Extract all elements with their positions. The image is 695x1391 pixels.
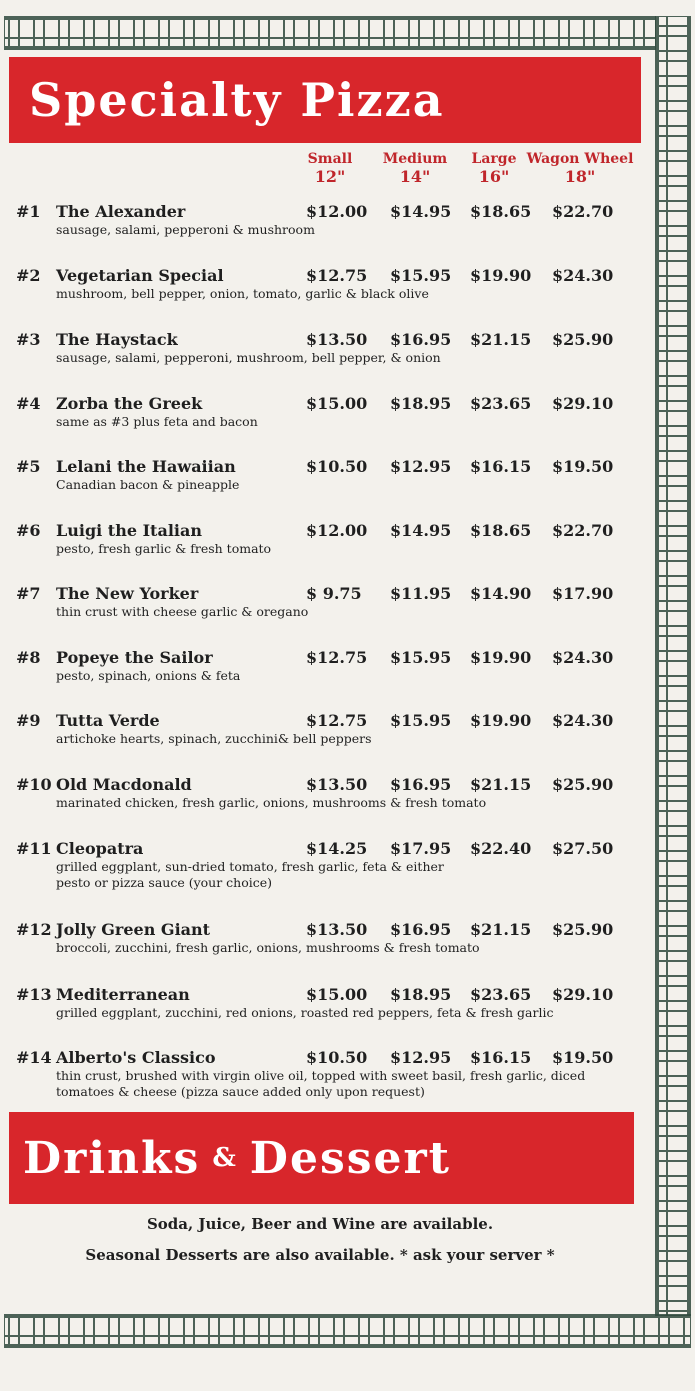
price-small: $14.25: [306, 839, 368, 858]
item-description: pesto, fresh garlic & fresh tomato: [56, 541, 272, 556]
price-wagon-wheel: $19.50: [552, 457, 614, 476]
item-number: #8: [16, 648, 41, 667]
item-name: The Alexander: [56, 202, 186, 221]
price-wagon-wheel: $25.90: [552, 775, 614, 794]
price-small: $12.00: [306, 202, 368, 221]
price-medium: $15.95: [390, 648, 452, 667]
item-number: #10: [16, 775, 52, 794]
size-header-large: [466, 150, 522, 186]
greek-key-border-right: [655, 16, 691, 1316]
price-wagon-wheel: $29.10: [552, 985, 614, 1004]
item-name: The New Yorker: [56, 584, 199, 603]
price-small: $12.75: [306, 711, 368, 730]
price-wagon-wheel: $17.90: [552, 584, 614, 603]
item-description: sausage, salami, pepperoni & mushroom: [56, 222, 315, 237]
price-large: $19.90: [470, 648, 532, 667]
dessert-title: Dessert: [249, 1132, 451, 1184]
price-medium: $16.95: [390, 330, 452, 349]
price-large: $19.90: [470, 711, 532, 730]
size-inch: 18": [564, 167, 596, 186]
item-name: Lelani the Hawaiian: [56, 457, 236, 476]
item-name: Luigi the Italian: [56, 521, 202, 540]
item-name: Popeye the Sailor: [56, 648, 213, 667]
item-description: sausage, salami, pepperoni, mushroom, bell pepper, & onion: [56, 350, 441, 365]
drinks-dessert-banner: [9, 1112, 634, 1204]
price-medium: $14.95: [390, 202, 452, 221]
price-small: $13.50: [306, 330, 368, 349]
item-number: #9: [16, 711, 41, 730]
item-number: #11: [16, 839, 52, 858]
size-inch: 12": [314, 167, 346, 186]
item-description: thin crust, brushed with virgin olive oil, topped with sweet basil, fresh garlic, diced tomatoes & cheese (pizza sauce added only upon request): [56, 1068, 586, 1099]
price-large: $16.15: [470, 457, 532, 476]
price-small: $13.50: [306, 775, 368, 794]
size-header-wagon-wheel: [525, 150, 635, 186]
price-wagon-wheel: $22.70: [552, 521, 614, 540]
greek-key-border-bottom: [4, 1314, 691, 1348]
size-name: Wagon Wheel: [526, 151, 634, 167]
price-wagon-wheel: $24.30: [552, 266, 614, 285]
item-description: broccoli, zucchini, fresh garlic, onions, mushrooms & fresh tomato: [56, 940, 480, 955]
price-small: $13.50: [306, 920, 368, 939]
item-name: Old Macdonald: [56, 775, 192, 794]
price-large: $18.65: [470, 202, 532, 221]
price-large: $23.65: [470, 985, 532, 1004]
item-description: mushroom, bell pepper, onion, tomato, garlic & black olive: [56, 286, 429, 301]
price-medium: $18.95: [390, 394, 452, 413]
price-medium: $17.95: [390, 839, 452, 858]
size-header-small: [300, 150, 360, 186]
item-number: #1: [16, 202, 41, 221]
price-large: $22.40: [470, 839, 532, 858]
price-large: $14.90: [470, 584, 532, 603]
item-name: Tutta Verde: [56, 711, 160, 730]
price-wagon-wheel: $29.10: [552, 394, 614, 413]
item-number: #14: [16, 1048, 52, 1067]
size-inch: 16": [478, 167, 510, 186]
item-number: #2: [16, 266, 41, 285]
item-name: Zorba the Greek: [56, 394, 203, 413]
item-name: Mediterranean: [56, 985, 190, 1004]
price-small: $10.50: [306, 457, 368, 476]
item-number: #12: [16, 920, 52, 939]
item-number: #7: [16, 584, 41, 603]
size-header-medium: [380, 150, 450, 186]
item-number: #6: [16, 521, 41, 540]
item-name: Jolly Green Giant: [56, 920, 211, 939]
price-large: $16.15: [470, 1048, 532, 1067]
item-description: thin crust with cheese garlic & oregano: [56, 604, 309, 619]
price-wagon-wheel: $22.70: [552, 202, 614, 221]
item-number: #3: [16, 330, 41, 349]
price-large: $21.15: [470, 920, 532, 939]
item-number: #5: [16, 457, 41, 476]
item-name: Cleopatra: [56, 839, 144, 858]
size-name: Medium: [382, 151, 448, 167]
item-name: The Haystack: [56, 330, 178, 349]
item-description: grilled eggplant, zucchini, red onions, roasted red peppers, feta & fresh garlic: [56, 1005, 554, 1020]
price-wagon-wheel: $25.90: [552, 920, 614, 939]
item-description: pesto, spinach, onions & feta: [56, 668, 241, 683]
price-small: $10.50: [306, 1048, 368, 1067]
price-wagon-wheel: $24.30: [552, 711, 614, 730]
price-wagon-wheel: $19.50: [552, 1048, 614, 1067]
price-small: $15.00: [306, 394, 368, 413]
price-small: $12.75: [306, 266, 368, 285]
price-small: $12.75: [306, 648, 368, 667]
price-medium: $16.95: [390, 920, 452, 939]
price-large: $21.15: [470, 330, 532, 349]
price-large: $19.90: [470, 266, 532, 285]
item-description: artichoke hearts, spinach, zucchini& bell peppers: [56, 731, 372, 746]
size-inch: 14": [399, 167, 431, 186]
item-description: Canadian bacon & pineapple: [56, 477, 240, 492]
price-large: $23.65: [470, 394, 532, 413]
price-medium: $15.95: [390, 711, 452, 730]
price-medium: $12.95: [390, 457, 452, 476]
drinks-title-amp: &: [212, 1143, 238, 1173]
price-medium: $15.95: [390, 266, 452, 285]
drinks-title: Drinks: [23, 1132, 201, 1184]
desserts-line: Seasonal Desserts are also available. * ask your server *: [85, 1246, 555, 1264]
price-wagon-wheel: $24.30: [552, 648, 614, 667]
price-small: $15.00: [306, 985, 368, 1004]
specialty-pizza-banner: [9, 57, 641, 143]
price-wagon-wheel: $27.50: [552, 839, 614, 858]
price-small: $ 9.75: [306, 584, 362, 603]
price-medium: $18.95: [390, 985, 452, 1004]
item-description: grilled eggplant, sun-dried tomato, fresh garlic, feta & either pesto or pizza sauce (your choice): [56, 859, 444, 890]
size-name: Large: [471, 151, 517, 167]
price-medium: $14.95: [390, 521, 452, 540]
price-medium: $11.95: [390, 584, 452, 603]
item-description: marinated chicken, fresh garlic, onions, mushrooms & fresh tomato: [56, 795, 487, 810]
size-name: Small: [307, 151, 353, 167]
item-name: Vegetarian Special: [56, 266, 224, 285]
item-number: #4: [16, 394, 41, 413]
price-large: $21.15: [470, 775, 532, 794]
price-wagon-wheel: $25.90: [552, 330, 614, 349]
price-medium: $16.95: [390, 775, 452, 794]
price-medium: $12.95: [390, 1048, 452, 1067]
price-small: $12.00: [306, 521, 368, 540]
price-large: $18.65: [470, 521, 532, 540]
greek-key-border-top: [4, 16, 656, 50]
item-name: Alberto's Classico: [56, 1048, 216, 1067]
item-number: #13: [16, 985, 52, 1004]
page-title: Specialty Pizza: [29, 73, 445, 127]
item-description: same as #3 plus feta and bacon: [56, 414, 258, 429]
drinks-line: Soda, Juice, Beer and Wine are available.: [146, 1215, 494, 1233]
